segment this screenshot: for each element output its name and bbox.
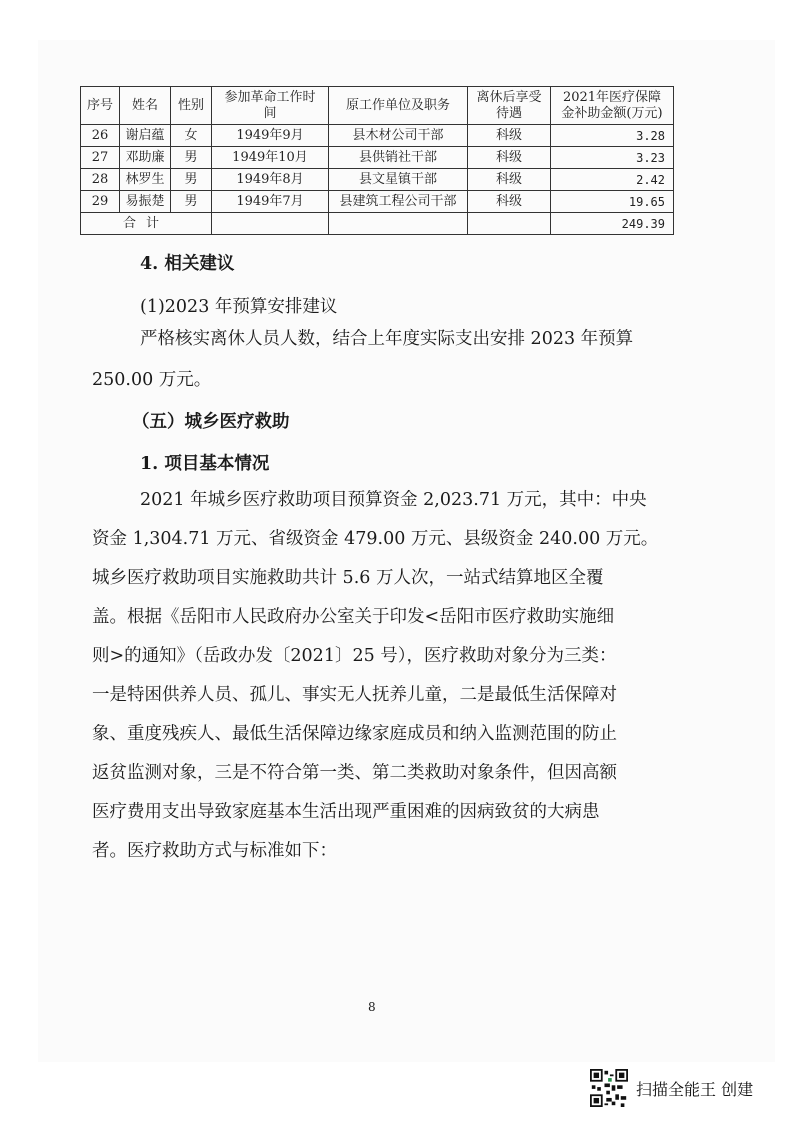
col-header-index: 序号 [81, 87, 120, 125]
cell-treatment: 科级 [468, 169, 551, 191]
cell-treatment: 科级 [468, 191, 551, 213]
subsection-heading: 1. 项目基本情况 [140, 454, 270, 474]
paragraph-line: 2021 年城乡医疗救助项目预算资金 2,023.71 万元，其中：中央 [140, 490, 647, 510]
cell-subsidy: 3.23 [551, 147, 674, 169]
paragraph-line: 250.00 万元。 [92, 370, 212, 390]
cell-index: 27 [81, 147, 120, 169]
col-header-treatment: 离休后享受待遇 [468, 87, 551, 125]
paragraph-line: 象、重度残疾人、最低生活保障边缘家庭成员和纳入监测范围的防止 [92, 724, 617, 744]
cell-name: 易振楚 [120, 191, 171, 213]
cell-empty [212, 213, 329, 235]
col-header-subsidy: 2021年医疗保障金补助金额(万元) [551, 87, 674, 125]
table-row [81, 147, 674, 169]
paragraph-line: 一是特困供养人员、孤儿、事实无人抚养儿童，二是最低生活保障对 [92, 685, 617, 705]
qr-code-icon [590, 1069, 628, 1107]
paragraph-line: 严格核实离休人员人数，结合上年度实际支出安排 2023 年预算 [140, 329, 634, 349]
cell-unit-position: 县供销社干部 [329, 147, 468, 169]
table-row [81, 125, 674, 147]
col-header-unit-position: 原工作单位及职务 [329, 87, 468, 125]
cell-unit-position: 县建筑工程公司干部 [329, 191, 468, 213]
cell-index: 26 [81, 125, 120, 147]
paragraph-line: 返贫监测对象，三是不符合第一类、第二类救助对象条件，但因高额 [92, 763, 617, 783]
table-header-row [81, 87, 674, 125]
paragraph-line: 城乡医疗救助项目实施救助共计 5.6 万人次，一站式结算地区全覆 [92, 568, 604, 588]
paragraph-line: 者。医疗救助方式与标准如下： [92, 841, 337, 861]
cell-index: 29 [81, 191, 120, 213]
cell-work-start: 1949年8月 [212, 169, 329, 191]
section-heading-4: 4. 相关建议 [140, 254, 235, 274]
scanner-watermark [590, 1068, 753, 1108]
cell-subsidy: 19.65 [551, 191, 674, 213]
cell-name: 邓助廉 [120, 147, 171, 169]
cell-treatment: 科级 [468, 125, 551, 147]
paragraph-line: 资金 1,304.71 万元、省级资金 479.00 万元、县级资金 240.00 万元。 [92, 529, 659, 549]
cell-work-start: 1949年10月 [212, 147, 329, 169]
cell-empty [468, 213, 551, 235]
cell-unit-position: 县木材公司干部 [329, 125, 468, 147]
cell-empty [329, 213, 468, 235]
retiree-subsidy-table [80, 86, 674, 235]
cell-subsidy: 2.42 [551, 169, 674, 191]
paragraph-line: 医疗费用支出导致家庭基本生活出现严重困难的因病致贫的大病患 [92, 802, 600, 822]
cell-gender: 男 [171, 169, 212, 191]
cell-work-start: 1949年9月 [212, 125, 329, 147]
cell-subsidy: 3.28 [551, 125, 674, 147]
section-heading-5: （五）城乡医疗救助 [132, 412, 290, 432]
cell-gender: 男 [171, 147, 212, 169]
cell-gender: 男 [171, 191, 212, 213]
cell-work-start: 1949年7月 [212, 191, 329, 213]
table-row [81, 169, 674, 191]
cell-gender: 女 [171, 125, 212, 147]
cell-index: 28 [81, 169, 120, 191]
paragraph-line: 则>的通知》（岳政办发〔2021〕25 号），医疗救助对象分为三类： [92, 646, 617, 666]
table-total-row [81, 213, 674, 235]
table-row [81, 191, 674, 213]
watermark-text: 扫描全能王 创建 [636, 1079, 754, 1099]
total-label: 合计 [81, 213, 212, 235]
total-value: 249.39 [551, 213, 674, 235]
col-header-name: 姓名 [120, 87, 171, 125]
col-header-work-start: 参加革命工作时间 [212, 87, 329, 125]
col-header-gender: 性别 [171, 87, 212, 125]
paragraph-line: 盖。根据《岳阳市人民政府办公室关于印发<岳阳市医疗救助实施细 [92, 607, 615, 627]
cell-name: 林罗生 [120, 169, 171, 191]
subsection-heading: (1)2023 年预算安排建议 [140, 297, 338, 317]
cell-unit-position: 县文星镇干部 [329, 169, 468, 191]
cell-name: 谢启蕴 [120, 125, 171, 147]
page-number: 8 [368, 1000, 376, 1014]
cell-treatment: 科级 [468, 147, 551, 169]
